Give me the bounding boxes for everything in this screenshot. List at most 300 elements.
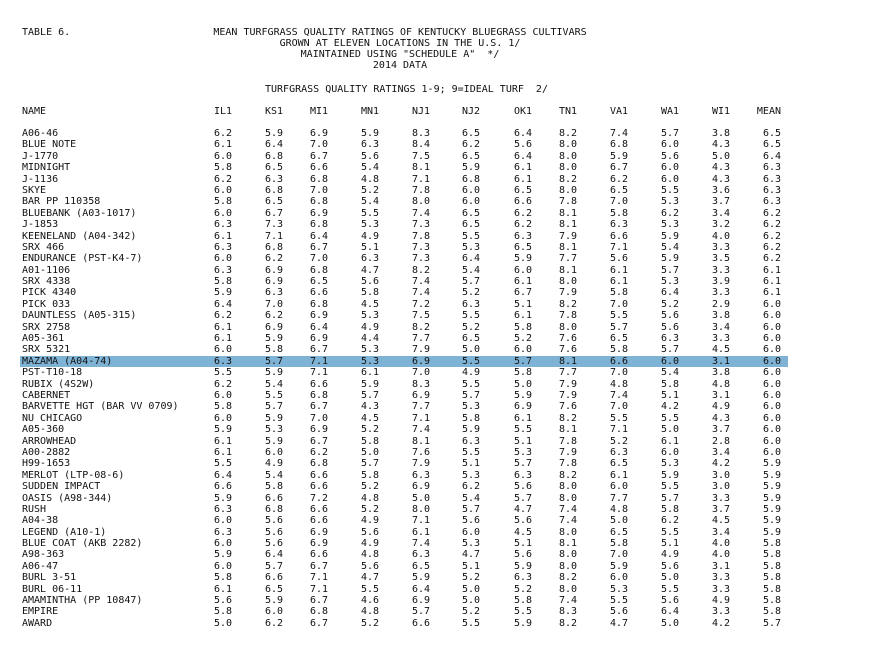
rating-il1: 5.8	[213, 162, 232, 174]
column-header-wi1: WI1	[711, 106, 730, 117]
rating-wi1: 3.0	[711, 481, 730, 493]
rating-wa1: 5.0	[660, 617, 679, 629]
table-row	[0, 493, 876, 504]
rating-il1: 6.0	[213, 412, 232, 424]
rating-mean: 5.8	[762, 583, 781, 595]
rating-wi1: 3.4	[711, 526, 730, 538]
rating-nj2: 6.3	[461, 298, 480, 310]
rating-nj1: 7.2	[411, 298, 430, 310]
rating-ok1: 6.4	[513, 150, 532, 162]
rating-mi1: 6.6	[309, 162, 328, 174]
rating-tn1: 8.0	[558, 139, 577, 151]
rating-ok1: 5.0	[513, 378, 532, 390]
rating-ks1: 6.2	[264, 310, 283, 322]
rating-nj1: 8.3	[411, 128, 430, 139]
rating-ok1: 5.2	[513, 583, 532, 595]
rating-mn1: 4.7	[360, 572, 379, 584]
rating-wi1: 3.3	[711, 241, 730, 253]
rating-tn1: 8.1	[558, 355, 577, 367]
rating-il1: 6.0	[213, 184, 232, 196]
rating-ks1: 5.9	[264, 595, 283, 607]
rating-mn1: 5.6	[360, 526, 379, 538]
table-row	[0, 287, 876, 298]
table-row	[0, 595, 876, 606]
rating-mean: 6.0	[762, 333, 781, 345]
rating-mi1: 6.8	[309, 173, 328, 185]
rating-wa1: 5.3	[660, 219, 679, 231]
rating-wa1: 5.7	[660, 492, 679, 504]
rating-mean: 5.9	[762, 526, 781, 538]
rating-wi1: 2.8	[711, 435, 730, 447]
rating-mi1: 6.6	[309, 549, 328, 561]
cultivar-name: KEENELAND (A04-342)	[22, 230, 137, 242]
rating-nj2: 5.3	[461, 241, 480, 253]
rating-ks1: 5.4	[264, 378, 283, 390]
rating-mi1: 7.1	[309, 572, 328, 584]
rating-ok1: 6.9	[513, 401, 532, 413]
rating-tn1: 7.6	[558, 333, 577, 345]
rating-mean: 6.2	[762, 207, 781, 219]
rating-nj1: 6.9	[411, 481, 430, 493]
rating-nj2: 6.2	[461, 481, 480, 493]
rating-ks1: 6.2	[264, 617, 283, 629]
rating-mn1: 4.9	[360, 230, 379, 242]
rating-wa1: 5.0	[660, 572, 679, 584]
cultivar-name: BARVETTE HGT (BAR VV 0709)	[22, 401, 179, 413]
rating-wa1: 5.5	[660, 526, 679, 538]
rating-ks1: 5.9	[264, 128, 283, 139]
rating-tn1: 8.1	[558, 219, 577, 231]
rating-ok1: 5.6	[513, 139, 532, 151]
rating-ok1: 5.5	[513, 606, 532, 618]
rating-ks1: 6.4	[264, 139, 283, 151]
rating-nj2: 5.8	[461, 412, 480, 424]
rating-tn1: 8.0	[558, 184, 577, 196]
rating-wi1: 3.4	[711, 446, 730, 458]
rating-il1: 5.0	[213, 617, 232, 629]
rating-mean: 5.8	[762, 560, 781, 572]
rating-ok1: 6.1	[513, 412, 532, 424]
rating-wi1: 3.3	[711, 583, 730, 595]
rating-ks1: 5.8	[264, 481, 283, 493]
rating-mn1: 5.7	[360, 458, 379, 470]
rating-ks1: 6.6	[264, 492, 283, 504]
rating-mn1: 5.8	[360, 469, 379, 481]
rating-ok1: 6.1	[513, 310, 532, 322]
rating-wi1: 3.2	[711, 219, 730, 231]
rating-nj2: 6.2	[461, 139, 480, 151]
cultivar-name: J-1853	[22, 219, 59, 231]
rating-nj1: 7.1	[411, 515, 430, 527]
rating-va1: 7.0	[609, 401, 628, 413]
rating-mi1: 6.8	[309, 458, 328, 470]
rating-nj2: 5.0	[461, 583, 480, 595]
rating-nj2: 5.9	[461, 162, 480, 174]
rating-tn1: 7.6	[558, 344, 577, 356]
rating-il1: 6.1	[213, 333, 232, 345]
rating-mn1: 4.9	[360, 321, 379, 333]
rating-ok1: 6.2	[513, 207, 532, 219]
rating-va1: 6.0	[609, 572, 628, 584]
rating-il1: 5.8	[213, 196, 232, 208]
rating-wi1: 3.3	[711, 572, 730, 584]
rating-nj1: 8.2	[411, 264, 430, 276]
rating-il1: 5.8	[213, 276, 232, 288]
rating-il1: 6.1	[213, 446, 232, 458]
rating-va1: 7.4	[609, 389, 628, 401]
rating-mi1: 6.8	[309, 264, 328, 276]
cultivar-name: PICK 033	[22, 298, 71, 310]
cultivar-name: MERLOT (LTP-08-6)	[22, 469, 125, 481]
rating-wa1: 6.2	[660, 515, 679, 527]
rating-va1: 6.8	[609, 139, 628, 151]
rating-tn1: 7.4	[558, 515, 577, 527]
cultivar-name: A01-1106	[22, 264, 71, 276]
rating-mean: 6.0	[762, 310, 781, 322]
table-row	[0, 379, 876, 390]
rating-nj1: 8.1	[411, 435, 430, 447]
rating-va1: 6.6	[609, 355, 628, 367]
rating-nj2: 6.5	[461, 128, 480, 139]
rating-nj2: 5.2	[461, 321, 480, 333]
rating-il1: 6.3	[213, 241, 232, 253]
rating-mn1: 5.8	[360, 287, 379, 299]
rating-va1: 6.7	[609, 162, 628, 174]
rating-ok1: 5.1	[513, 435, 532, 447]
rating-tn1: 8.0	[558, 162, 577, 174]
table-row	[0, 242, 876, 253]
rating-tn1: 8.2	[558, 469, 577, 481]
rating-nj2: 6.4	[461, 253, 480, 265]
rating-ks1: 6.5	[264, 583, 283, 595]
rating-wi1: 3.7	[711, 196, 730, 208]
rating-nj1: 8.0	[411, 196, 430, 208]
rating-wa1: 5.6	[660, 150, 679, 162]
rating-nj1: 7.1	[411, 173, 430, 185]
rating-nj1: 7.4	[411, 287, 430, 299]
rating-nj1: 7.9	[411, 344, 430, 356]
rating-wa1: 5.6	[660, 310, 679, 322]
rating-nj2: 6.0	[461, 184, 480, 196]
cultivar-name: A05-361	[22, 333, 65, 345]
rating-va1: 5.8	[609, 538, 628, 550]
rating-nj2: 5.5	[461, 378, 480, 390]
rating-tn1: 8.0	[558, 321, 577, 333]
rating-tn1: 7.7	[558, 253, 577, 265]
table-row	[0, 470, 876, 481]
rating-wi1: 3.7	[711, 424, 730, 436]
rating-il1: 5.5	[213, 367, 232, 379]
rating-ks1: 5.9	[264, 412, 283, 424]
rating-va1: 6.3	[609, 446, 628, 458]
rating-mn1: 4.5	[360, 298, 379, 310]
table-row	[0, 333, 876, 344]
column-header-va1: VA1	[609, 106, 628, 117]
rating-wi1: 4.9	[711, 595, 730, 607]
rating-va1: 6.1	[609, 469, 628, 481]
rating-mn1: 6.3	[360, 139, 379, 151]
rating-nj1: 8.0	[411, 503, 430, 515]
rating-mn1: 4.3	[360, 401, 379, 413]
rating-wa1: 4.9	[660, 549, 679, 561]
rating-va1: 5.6	[609, 253, 628, 265]
rating-mn1: 4.8	[360, 606, 379, 618]
rating-nj1: 6.3	[411, 469, 430, 481]
rating-ok1: 6.5	[513, 184, 532, 196]
rating-mean: 6.2	[762, 219, 781, 231]
rating-wa1: 5.5	[660, 184, 679, 196]
rating-mi1: 6.6	[309, 481, 328, 493]
table-row	[0, 527, 876, 538]
cultivar-name: RUBIX (4S2W)	[22, 378, 95, 390]
table-row	[0, 219, 876, 230]
cultivar-name: BLUE NOTE	[22, 139, 77, 151]
rating-mi1: 7.1	[309, 583, 328, 595]
rating-wa1: 6.3	[660, 333, 679, 345]
rating-mean: 6.1	[762, 287, 781, 299]
rating-wa1: 5.6	[660, 595, 679, 607]
rating-va1: 7.0	[609, 367, 628, 379]
rating-wa1: 6.4	[660, 606, 679, 618]
rating-tn1: 7.8	[558, 458, 577, 470]
rating-nj2: 6.5	[461, 333, 480, 345]
rating-tn1: 8.2	[558, 298, 577, 310]
column-header-wa1: WA1	[660, 106, 679, 117]
rating-wi1: 4.0	[711, 538, 730, 550]
rating-nj2: 5.4	[461, 264, 480, 276]
rating-mi1: 6.7	[309, 241, 328, 253]
rating-ok1: 5.7	[513, 492, 532, 504]
cultivar-name: NU CHICAGO	[22, 412, 83, 424]
rating-va1: 6.5	[609, 526, 628, 538]
rating-nj1: 7.1	[411, 412, 430, 424]
rating-tn1: 7.6	[558, 401, 577, 413]
rating-il1: 5.8	[213, 606, 232, 618]
rating-wa1: 5.2	[660, 298, 679, 310]
table-row	[0, 174, 876, 185]
table-row	[0, 344, 876, 355]
table-subtitle: TURFGRASS QUALITY RATINGS 1-9; 9=IDEAL TURF 2/	[265, 84, 548, 95]
rating-wi1: 4.5	[711, 344, 730, 356]
rating-nj1: 7.5	[411, 150, 430, 162]
rating-wa1: 5.5	[660, 583, 679, 595]
rating-va1: 4.7	[609, 617, 628, 629]
rating-ks1: 6.6	[264, 572, 283, 584]
rating-va1: 4.8	[609, 378, 628, 390]
cultivar-name: A00-2882	[22, 446, 71, 458]
rating-nj2: 6.5	[461, 219, 480, 231]
rating-tn1: 8.3	[558, 606, 577, 618]
rating-ok1: 5.6	[513, 515, 532, 527]
rating-ok1: 4.5	[513, 526, 532, 538]
rating-ks1: 5.9	[264, 435, 283, 447]
rating-va1: 6.0	[609, 481, 628, 493]
rating-va1: 6.1	[609, 264, 628, 276]
cultivar-name: LEGEND (A10-1)	[22, 526, 107, 538]
rating-mi1: 6.6	[309, 287, 328, 299]
rating-mn1: 5.2	[360, 481, 379, 493]
rating-nj2: 5.7	[461, 389, 480, 401]
rating-ks1: 5.9	[264, 367, 283, 379]
rating-nj1: 7.6	[411, 446, 430, 458]
rating-tn1: 8.1	[558, 264, 577, 276]
rating-nj1: 7.0	[411, 367, 430, 379]
rating-ks1: 6.7	[264, 207, 283, 219]
rating-mi1: 6.7	[309, 401, 328, 413]
rating-wa1: 6.1	[660, 435, 679, 447]
rating-mean: 6.2	[762, 241, 781, 253]
rating-mean: 5.9	[762, 469, 781, 481]
rating-il1: 6.0	[213, 389, 232, 401]
rating-il1: 6.4	[213, 298, 232, 310]
rating-wa1: 5.0	[660, 424, 679, 436]
rating-wi1: 4.3	[711, 162, 730, 174]
table-row	[0, 538, 876, 549]
rating-ks1: 5.7	[264, 355, 283, 367]
rating-mean: 6.0	[762, 412, 781, 424]
rating-va1: 7.0	[609, 549, 628, 561]
rating-ks1: 6.3	[264, 287, 283, 299]
rating-va1: 7.0	[609, 298, 628, 310]
table-row	[0, 299, 876, 310]
rating-mi1: 6.8	[309, 606, 328, 618]
rating-wi1: 3.1	[711, 560, 730, 572]
rating-mean: 6.0	[762, 355, 781, 367]
rating-ks1: 7.0	[264, 298, 283, 310]
rating-ks1: 6.9	[264, 276, 283, 288]
rating-wi1: 3.9	[711, 276, 730, 288]
rating-nj2: 5.5	[461, 230, 480, 242]
cultivar-name: H99-1653	[22, 458, 71, 470]
rating-il1: 6.4	[213, 469, 232, 481]
rating-nj1: 7.7	[411, 333, 430, 345]
rating-tn1: 7.4	[558, 503, 577, 515]
rating-tn1: 8.1	[558, 538, 577, 550]
rating-ok1: 6.6	[513, 196, 532, 208]
rating-ok1: 5.9	[513, 389, 532, 401]
rating-mean: 5.9	[762, 503, 781, 515]
cultivar-name: SRX 2758	[22, 321, 71, 333]
rating-va1: 5.2	[609, 435, 628, 447]
rating-wi1: 3.1	[711, 355, 730, 367]
rating-wi1: 4.0	[711, 230, 730, 242]
table-label: TABLE 6.	[22, 27, 71, 38]
rating-mean: 6.0	[762, 401, 781, 413]
rating-wi1: 3.3	[711, 287, 730, 299]
table-row	[0, 606, 876, 617]
rating-wi1: 4.3	[711, 139, 730, 151]
rating-nj1: 6.6	[411, 617, 430, 629]
rating-mean: 6.5	[762, 128, 781, 139]
rating-mn1: 5.6	[360, 276, 379, 288]
rating-ok1: 5.9	[513, 617, 532, 629]
rating-mi1: 6.9	[309, 333, 328, 345]
rating-va1: 5.9	[609, 150, 628, 162]
column-header-ok1: OK1	[513, 106, 532, 117]
rating-wi1: 4.2	[711, 458, 730, 470]
rating-mn1: 5.2	[360, 184, 379, 196]
rating-mn1: 5.9	[360, 378, 379, 390]
rating-mn1: 5.4	[360, 162, 379, 174]
rating-tn1: 7.9	[558, 378, 577, 390]
cultivar-name: BLUE COAT (AKB 2282)	[22, 538, 143, 550]
cultivar-name: PST-T10-18	[22, 367, 83, 379]
rating-nj2: 6.3	[461, 435, 480, 447]
rating-mean: 6.1	[762, 264, 781, 276]
rating-il1: 5.8	[213, 572, 232, 584]
rating-il1: 6.3	[213, 264, 232, 276]
rating-il1: 6.3	[213, 503, 232, 515]
rating-mean: 6.3	[762, 173, 781, 185]
rating-mi1: 6.7	[309, 150, 328, 162]
rating-va1: 7.1	[609, 241, 628, 253]
rating-tn1: 8.0	[558, 276, 577, 288]
rating-ok1: 4.7	[513, 503, 532, 515]
rating-il1: 5.9	[213, 287, 232, 299]
rating-ok1: 5.9	[513, 253, 532, 265]
rating-nj2: 4.7	[461, 549, 480, 561]
rating-ks1: 5.3	[264, 424, 283, 436]
rating-ks1: 6.8	[264, 184, 283, 196]
rating-wi1: 3.8	[711, 128, 730, 139]
rating-ok1: 5.8	[513, 595, 532, 607]
title-line-3: MAINTAINED USING "SCHEDULE A" */	[300, 49, 500, 60]
rating-nj2: 6.0	[461, 196, 480, 208]
rating-mean: 6.2	[762, 230, 781, 242]
rating-wi1: 4.0	[711, 549, 730, 561]
rating-ks1: 7.1	[264, 230, 283, 242]
cultivar-name: A05-360	[22, 424, 65, 436]
rating-tn1: 7.8	[558, 435, 577, 447]
rating-wa1: 5.9	[660, 230, 679, 242]
rating-ks1: 5.5	[264, 389, 283, 401]
rating-mi1: 7.0	[309, 253, 328, 265]
rating-mn1: 6.1	[360, 367, 379, 379]
rating-ks1: 7.3	[264, 219, 283, 231]
rating-nj1: 7.4	[411, 276, 430, 288]
rating-wi1: 2.9	[711, 298, 730, 310]
rating-mi1: 7.1	[309, 367, 328, 379]
rating-nj1: 6.9	[411, 389, 430, 401]
rating-va1: 6.2	[609, 173, 628, 185]
rating-mean: 6.0	[762, 446, 781, 458]
rating-tn1: 8.1	[558, 207, 577, 219]
table-row	[0, 458, 876, 469]
rating-ks1: 5.6	[264, 515, 283, 527]
column-header-tn1: TN1	[558, 106, 577, 117]
rating-nj2: 5.5	[461, 310, 480, 322]
cultivar-name: J-1136	[22, 173, 59, 185]
rating-wi1: 4.9	[711, 401, 730, 413]
rating-mi1: 7.0	[309, 412, 328, 424]
data-table-body	[0, 128, 876, 629]
rating-wi1: 3.8	[711, 367, 730, 379]
rating-wa1: 5.5	[660, 412, 679, 424]
rating-va1: 7.7	[609, 492, 628, 504]
rating-tn1: 7.4	[558, 595, 577, 607]
cultivar-name: BAR PP 110358	[22, 196, 101, 208]
rating-va1: 5.9	[609, 560, 628, 572]
rating-tn1: 7.9	[558, 389, 577, 401]
rating-mean: 6.0	[762, 321, 781, 333]
rating-wa1: 6.0	[660, 446, 679, 458]
rating-ks1: 6.8	[264, 241, 283, 253]
table-row	[0, 367, 876, 378]
rating-il1: 6.2	[213, 128, 232, 139]
rating-il1: 6.1	[213, 230, 232, 242]
rating-wa1: 6.0	[660, 173, 679, 185]
rating-mi1: 6.6	[309, 469, 328, 481]
